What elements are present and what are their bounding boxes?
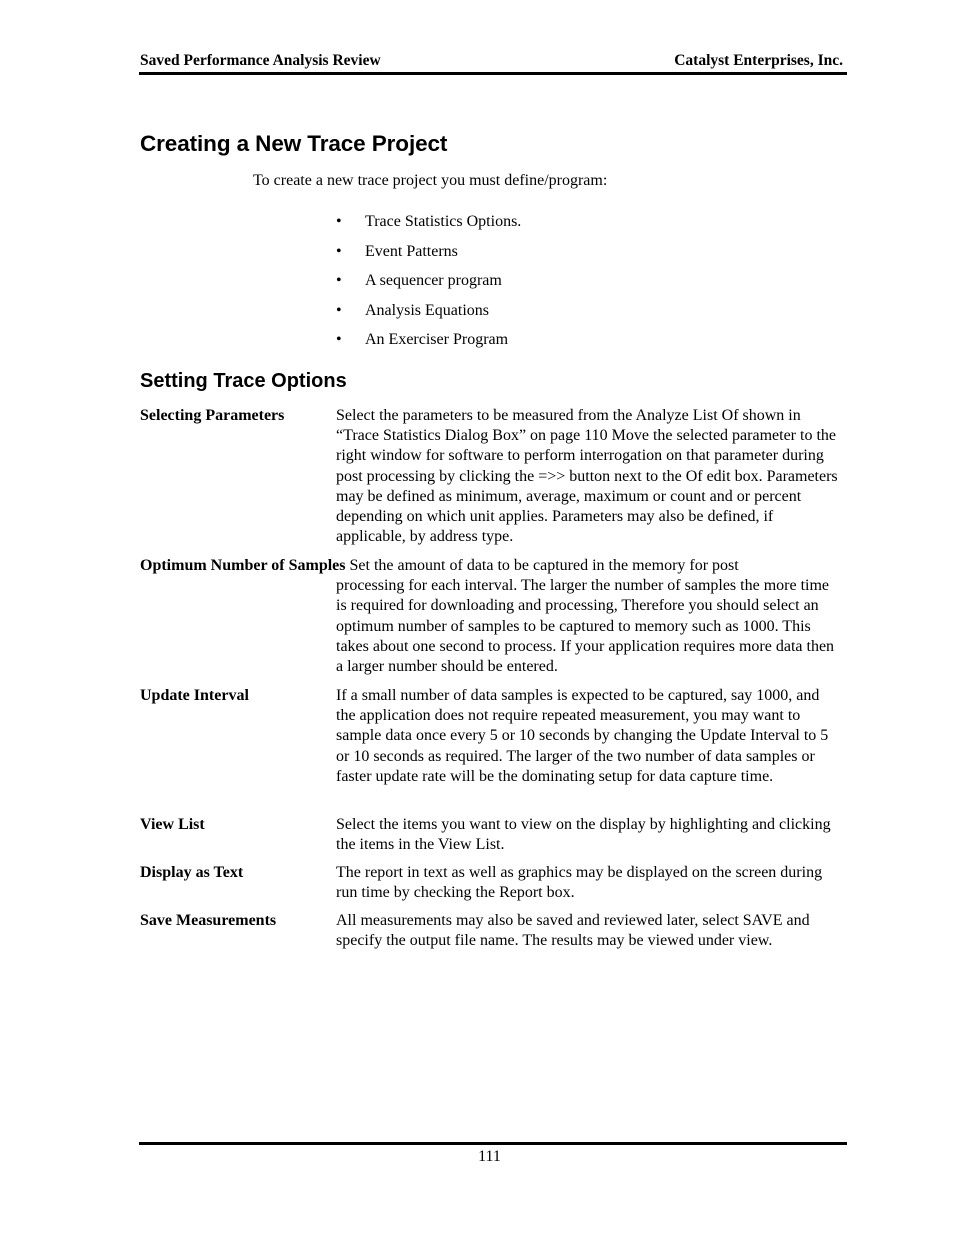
definition-entry-selecting-parameters [140, 406, 846, 547]
header-company-name: Catalyst Enterprises, Inc. [674, 52, 843, 69]
footer-divider [139, 1142, 847, 1145]
section-title-setting-trace-options: Setting Trace Options [140, 370, 347, 392]
bullet-icon: • [336, 242, 342, 260]
definition-entry-save-measurements [140, 911, 846, 951]
definition-term: Optimum Number of Samples [140, 557, 346, 574]
section-intro-text: To create a new trace project you must define/program: [253, 172, 608, 189]
definition-entry-display-as-text [140, 863, 846, 903]
definition-entry-update-interval [140, 686, 846, 787]
list-item-text: Event Patterns [365, 242, 458, 260]
list-item-text: Analysis Equations [365, 301, 489, 319]
definition-term: Display as Text [140, 864, 244, 881]
definition-entry-optimum-number-of-samples [140, 556, 846, 677]
list-item-text: An Exerciser Program [365, 331, 509, 349]
definition-text: All measurements may also be saved and reviewed later, select SAVE and specify the output file name. The results may be viewed under view. [336, 912, 810, 950]
page-header [140, 52, 846, 72]
definition-first-line [140, 556, 846, 576]
bullet-icon: • [336, 272, 342, 290]
page-number: 111 [478, 1148, 501, 1165]
bullet-icon: • [336, 331, 342, 349]
definition-text: Select the items you want to view on the display by highlighting and clicking the items in the View List. [336, 816, 831, 854]
bullet-icon: • [336, 213, 342, 230]
definition-entry-view-list [140, 815, 846, 855]
definition-text: Select the parameters to be measured from the Analyze List Of shown in “Trace Statistics Dialog Box” on page 110 Move the selected parameter to the right window for software to perform interrogation on that parameter during post processing by clicking the =>> button next to the Of edit box. Parameters may be defined as minimum, average, maximum or count and or percent depending on which unit applies. Parameters may also be defined, if applicable, by address type. [336, 407, 838, 546]
header-divider [139, 72, 847, 75]
header-document-title: Saved Performance Analysis Review [140, 52, 381, 69]
definition-text: The report in text as well as graphics may be displayed on the screen during run time by checking the Report box. [336, 864, 823, 902]
list-item-text: Trace Statistics Options. [365, 213, 522, 230]
definition-term: Selecting Parameters [140, 407, 285, 424]
definition-text: processing for each interval. The larger the number of samples the more time is required for downloading and processing, Therefore you should select an optimum number of samples to be captured to memory such as 1000. This takes about one second to process. If your application requires more data then a larger number should be entered. [336, 577, 835, 676]
section-title-creating-trace-project: Creating a New Trace Project [140, 131, 448, 156]
definition-term: View List [140, 816, 205, 833]
bullet-icon: • [336, 301, 342, 319]
definition-term: Update Interval [140, 687, 249, 704]
definition-text: If a small number of data samples is expected to be captured, say 1000, and the application does not require repeated measurement, you may want to sample data once every 5 or 10 seconds by changing the Update Interval to 5 or 10 seconds as required. The larger of the two number of data samples or faster update rate will be the dominating setup for data capture time. [336, 687, 829, 785]
list-item-text: A sequencer program [365, 272, 502, 290]
definition-term: Save Measurements [140, 912, 277, 929]
definition-text-first-line: Set the amount of data to be captured in the memory for post [349, 557, 739, 574]
